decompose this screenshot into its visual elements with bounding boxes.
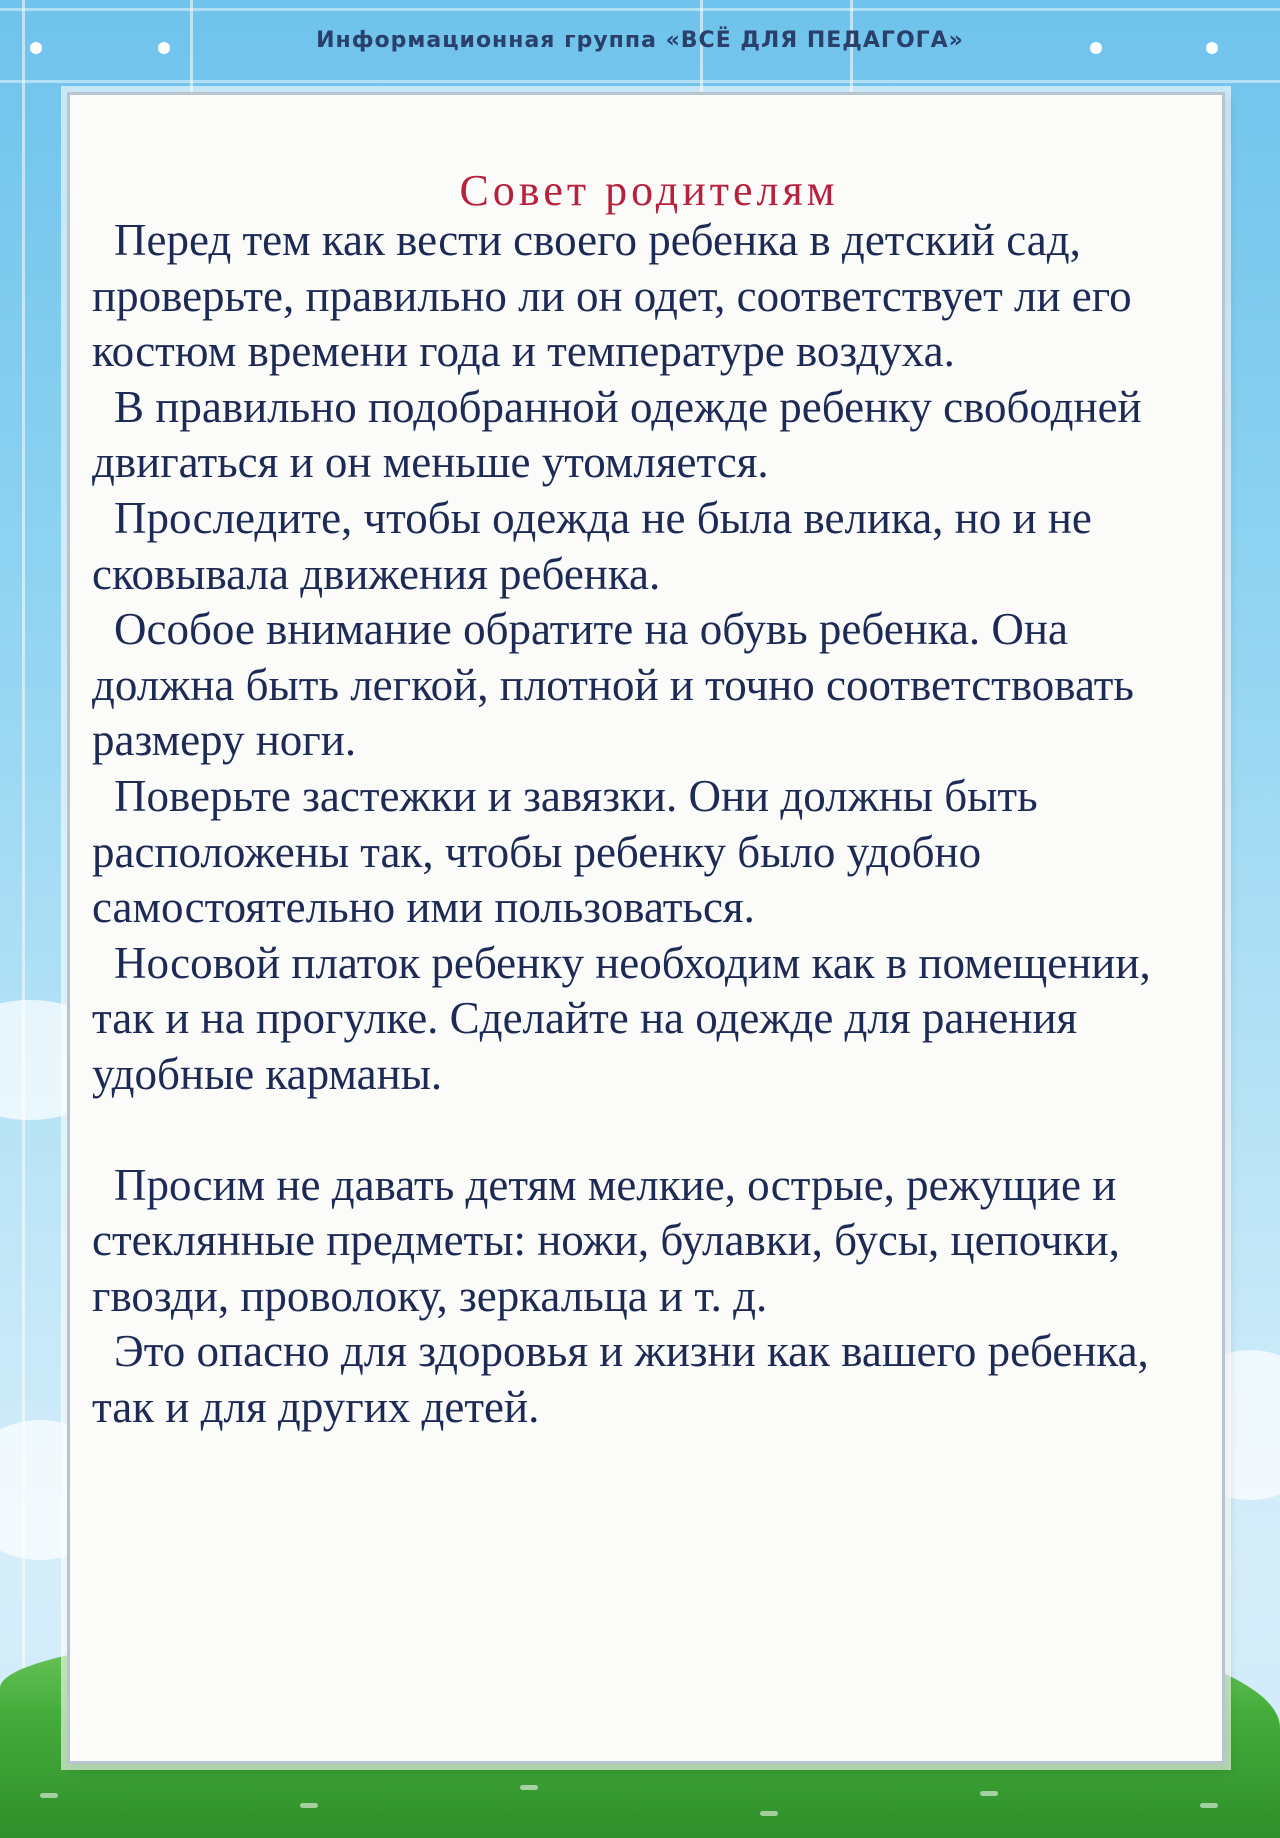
paragraph: Особое внимание обратите на обувь ребенка. Она должна быть легкой, плотной и точно соответствовать размеру ноги. — [92, 604, 1134, 766]
paragraph: Просим не давать детям мелкие, острые, режущие и стеклянные предметы: ножи, булавки, бусы, цепочки, гвозди, проволоку, зеркальца и т. д. — [92, 1159, 1120, 1321]
paragraph-gap — [92, 1103, 1202, 1158]
grass-tuft — [40, 1793, 58, 1798]
background-line — [0, 80, 1280, 83]
paragraph: Это опасно для здоровья и жизни как вашего ребенка, так и для других детей. — [92, 1326, 1149, 1432]
grass-tuft — [980, 1791, 998, 1796]
background-line — [22, 0, 25, 1838]
paragraph: В правильно подобранной одежде ребенку свободней двигаться и он меньше утомляется. — [92, 381, 1142, 488]
paragraph: Проследите, чтобы одежда не была велика, но и не сковывала движения ребенка. — [92, 492, 1092, 599]
header-title: Информационная группа «ВСЁ ДЛЯ ПЕДАГОГА» — [316, 28, 964, 53]
advice-card — [67, 92, 1225, 1764]
grass-tuft — [1200, 1803, 1218, 1808]
document-body — [92, 213, 1202, 1435]
paragraph: Перед тем как вести своего ребенка в детский сад, проверьте, правильно ли он одет, соответствует ли его костюм времени года и температуре воздуха. — [92, 215, 1132, 377]
background-line — [0, 8, 1280, 11]
grass-tuft — [300, 1803, 318, 1808]
document-title: Совет родителям — [459, 166, 839, 215]
paragraph: Носовой платок ребенку необходим как в помещении, так и на прогулке. Сделайте на одежде для ранения удобные карманы. — [92, 937, 1151, 1099]
grass-tuft — [520, 1785, 538, 1790]
grass-tuft — [760, 1811, 778, 1816]
paragraph: Поверьте застежки и завязки. Они должны быть расположены так, чтобы ребенку было удобно самостоятельно ими пользоваться. — [92, 770, 1038, 933]
